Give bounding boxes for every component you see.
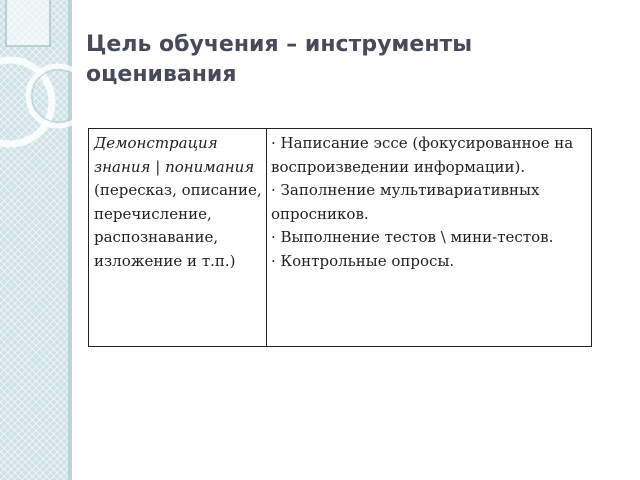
- list-item: · Контрольные опросы.: [271, 251, 455, 270]
- decorative-circles: [0, 40, 72, 150]
- list-item: · Заполнение мультивариативных опросников.: [271, 181, 540, 223]
- left-cell-description: (пересказ, описание, перечисление, распознавание, изложение и т.п.): [94, 181, 262, 270]
- heading-part-2: понимания: [165, 157, 255, 176]
- content-table: [88, 128, 592, 347]
- right-cell: [267, 129, 592, 347]
- list-item: · Написание эссе (фокусированное на воспроизведении информации).: [271, 134, 574, 176]
- list-item: · Выполнение тестов \ мини-тестов.: [271, 228, 554, 246]
- heading-part-1: Демонстрация знания: [94, 134, 218, 176]
- slide-title: Цель обучения – инструменты оценивания: [86, 32, 473, 87]
- table-row: [89, 129, 592, 347]
- heading-separator: |: [150, 157, 166, 176]
- left-cell: [89, 129, 267, 347]
